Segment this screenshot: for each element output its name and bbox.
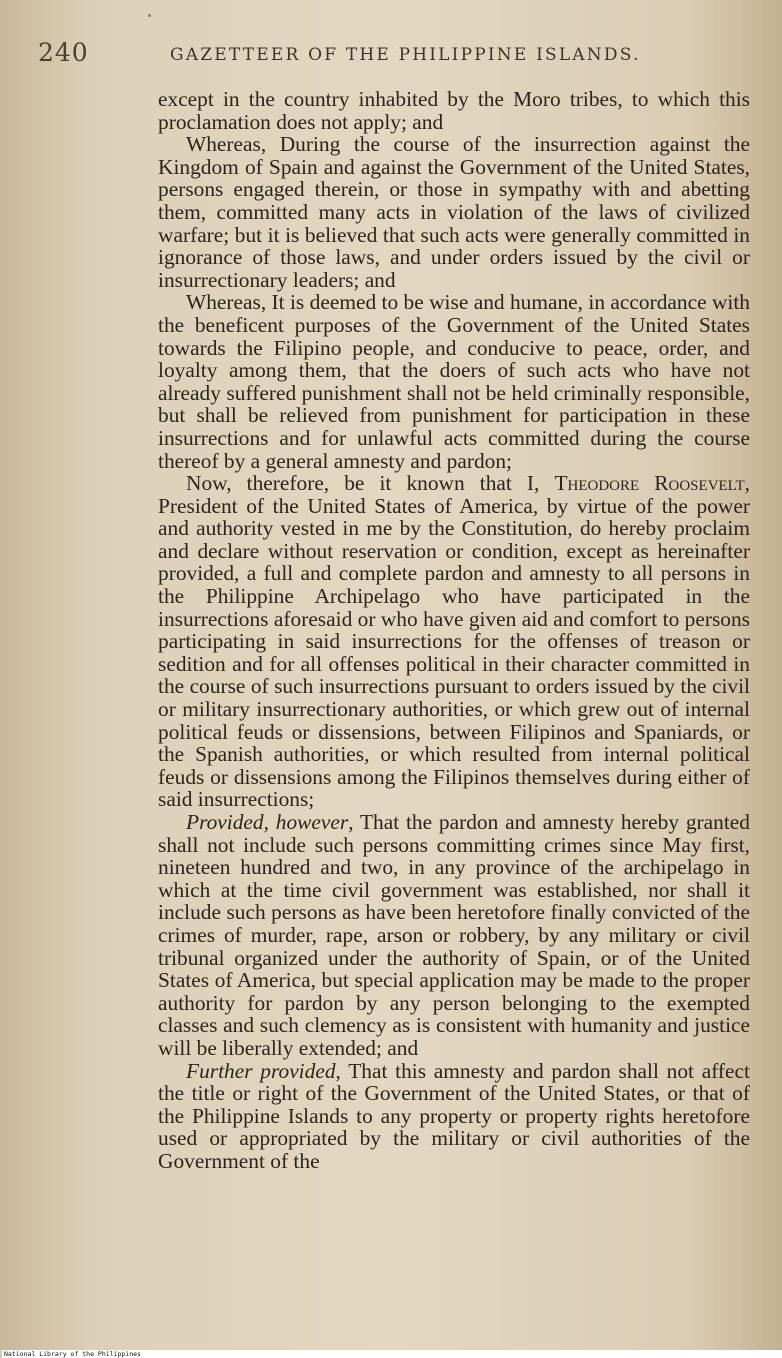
paper-speck bbox=[148, 14, 151, 17]
paragraph-further-proviso bbox=[158, 1060, 750, 1173]
paragraph-continuation: except in the country inhabited by the Moro tribes, to which this proclamation does not apply; and bbox=[158, 87, 750, 134]
further-proviso-label: Further provided bbox=[186, 1058, 336, 1083]
body-text bbox=[158, 88, 750, 1173]
proclamation-body: , President of the United States of America, by virtue of the power and authority vested in me by the Constitution, do hereby proclaim and declare without reservation or condition, except as hereinafter provided, a full and complete pardon and amnesty to all persons in the Philippine Archipelago who have participated in the insurrections aforesaid or who have given aid and comfort to persons participating in said insurrections for the offenses of treason or sedition and for all offenses political in their character committed in the course of such insurrections pursuant to orders issued by the civil or military insurrectionary authorities, or which grew out of internal political feuds or dissensions, between Filipinos and Spaniards, or the Spanish authorities, or which resulted from internal political feuds or dissensions among the Filipinos themselves during either of said insurrections; bbox=[158, 471, 750, 812]
paragraph-whereas-warfare: Whereas, During the course of the insurrection against the Kingdom of Spain and against the Government of the United States, persons engaged therein, or those in sympathy with and abetting them, committed many acts in violation of the laws of civilized warfare; but it is believed that such acts were generally committed in ignorance of those laws, and under orders issued by the civil or insurrectionary leaders; and bbox=[158, 132, 750, 292]
president-name: Theodore Roosevelt bbox=[554, 471, 745, 496]
paragraph-proclamation bbox=[158, 472, 750, 811]
library-credit: National Library of the Philippines bbox=[4, 1350, 141, 1358]
further-proviso-body: , That this amnesty and pardon shall not affect the title or right of the Government of the United States, or that of the Philippine Islands to any property or property rights heretofore used or appropriated by the military or civil authorities of the Government of the bbox=[158, 1058, 750, 1173]
footer-strip bbox=[2, 1350, 782, 1358]
page-number: 240 bbox=[38, 38, 89, 67]
proviso-label: Provided, however bbox=[186, 810, 349, 834]
proclamation-lead: Now, therefore, be it known that I, bbox=[186, 471, 555, 496]
proviso-body: , That the pardon and amnesty hereby granted shall not include such persons committing crimes since May first, nineteen hundred and two, in any province of the archipelago in which at the time civil government was established, nor shall it include such persons as have been heretofore finally convicted of the crimes of murder, rape, arson or robbery, by any military or civil tribunal organized under the authority of Spain, or of the United States of America, but special application may be made to the proper authority for pardon by any person belonging to the exempted classes and such clemency as is consistent with humanity and justice will be liberally extended; and bbox=[158, 810, 750, 1060]
running-title: GAZETTEER OF THE PHILIPPINE ISLANDS. bbox=[170, 45, 641, 65]
paragraph-proviso bbox=[158, 811, 750, 1060]
paragraph-whereas-humane: Whereas, It is deemed to be wise and humane, in accordance with the beneficent purposes of the Government of the United States towards the Filipino people, and conducive to peace, order, and loyalty among them, that the doers of such acts who have not already suffered punishment shall not be held criminally responsible, but shall be relieved from punishment for participation in these insurrections and for unlawful acts committed during the course thereof by a general amnesty and pardon; bbox=[158, 290, 750, 473]
page-header bbox=[0, 38, 782, 74]
